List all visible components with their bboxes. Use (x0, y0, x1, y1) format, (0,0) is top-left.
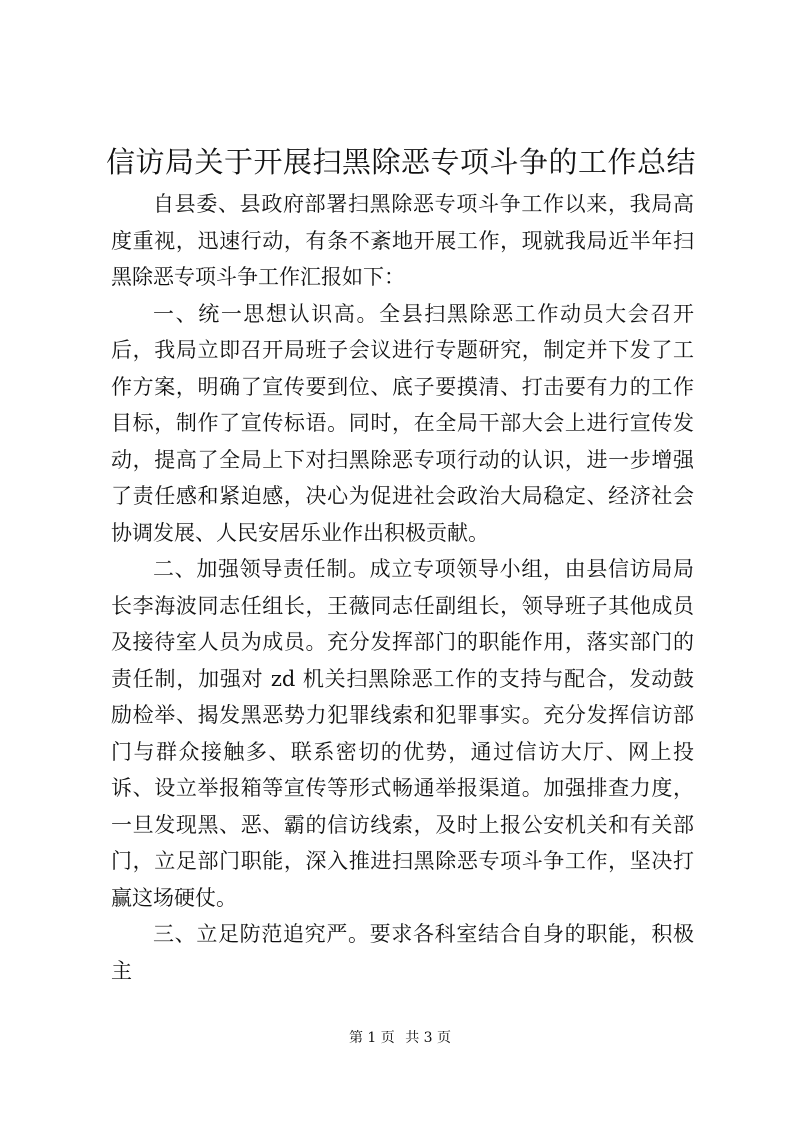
document-title: 信访局关于开展扫黑除恶专项斗争的工作总结 (106, 145, 697, 179)
paragraph-section-1: 一、统一思想认识高。全县扫黑除恶工作动员大会召开后，我局立即召开局班子会议进行专题研究，制定并下发了工作方案，明确了宣传要到位、底子要摸清、打击要有力的工作目标，制作了宣传标语。同时，在全局干部大会上进行宣传发动，提高了全局上下对扫黑除恶专项行动的认识，进一步增强了责任感和紧迫感，决心为促进社会政治大局稳定、经济社会协调发展、人民安居乐业作出积极贡献。 (111, 301, 694, 545)
paragraph-section-2: 二、加强领导责任制。成立专项领导小组，由县信访局局长李海波同志任组长，王薇同志任副组长，领导班子其他成员及接待室人员为成员。充分发挥部门的职能作用，落实部门的责任制，加强对 zd 机关扫黑除恶工作的支持与配合，发动鼓励检举、揭发黑恶势力犯罪线索和犯罪事实。充分发挥信访部门与群众接触多、联系密切的优势，通过信访大厅、网上投诉、设立举报箱等宣传等形式畅通举报渠道。加强排查力度，一旦发现黑、恶、霸的信访线索，及时上报公安机关和有关部门，立足部门职能，深入推进扫黑除恶专项斗争工作，坚决打赢这场硬仗。 (111, 557, 694, 910)
paragraph-intro: 自县委、县政府部署扫黑除恶专项斗争工作以来，我局高度重视，迅速行动，有条不紊地开展工作，现就我局近半年扫黑除恶专项斗争工作汇报如下： (111, 192, 694, 289)
page-footer (0, 1028, 800, 1048)
page-total: 共 3 页 (405, 1030, 452, 1046)
page-number: 第 1 页 (348, 1030, 395, 1046)
document-body (111, 186, 694, 989)
paragraph-section-3: 三、立足防范追究严。要求各科室结合自身的职能，积极主 (111, 922, 694, 983)
